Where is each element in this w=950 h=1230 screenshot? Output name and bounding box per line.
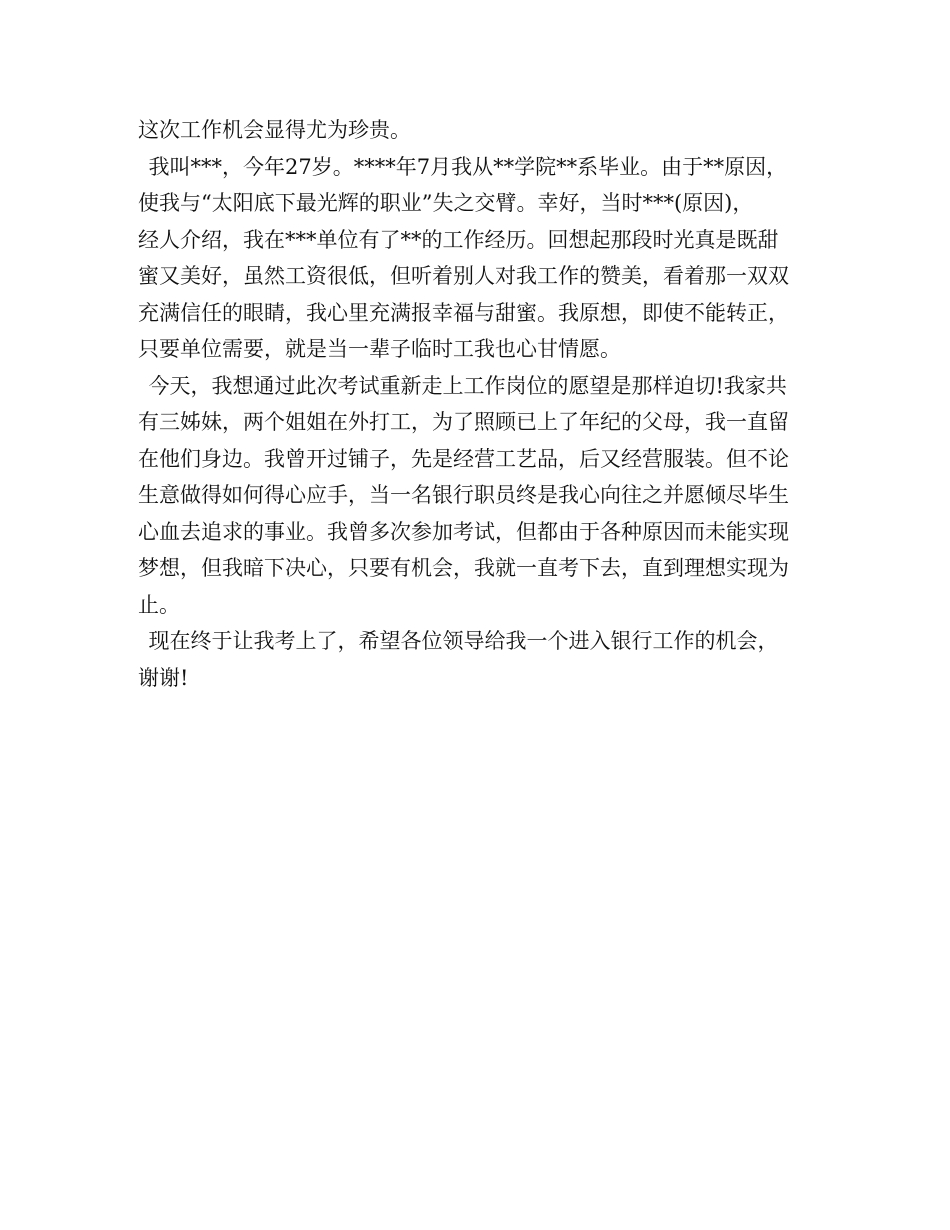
text-line: 经人介绍，我在***单位有了**的工作经历。回想起那段时光真是既甜 — [138, 227, 779, 252]
text-line: 有三姊妹，两个姐姐在外打工，为了照顾已上了年纪的父母，我一直留 — [138, 410, 789, 434]
text-line: 生意做得如何得心应手，当一名银行职员终是我心向往之并愿倾尽毕生 — [138, 483, 789, 507]
text-line: 这次工作机会显得尤为珍贵。 — [138, 118, 411, 142]
text-line: 梦想，但我暗下决心，只要有机会，我就一直考下去，直到理想实现为 — [138, 556, 789, 580]
text-line: 只要单位需要，就是当一辈子临时工我也心甘情愿。 — [138, 337, 621, 361]
text-line: 现在终于让我考上了，希望各位领导给我一个进入银行工作的机会， — [148, 629, 779, 653]
text-line: 在他们身边。我曾开过铺子，先是经营工艺品，后又经营服装。但不论 — [138, 446, 789, 471]
document-body — [138, 112, 828, 696]
text-line: 我叫***，今年27岁。****年7月我从**学院**系毕业。由于**原因， — [148, 154, 788, 179]
text-line: 止。 — [138, 592, 180, 617]
text-line: 充满信任的眼睛，我心里充满报幸福与甜蜜。我原想，即使不能转正， — [138, 300, 789, 325]
text-line: 使我与“太阳底下最光辉的职业”失之交臂。幸好，当时***(原因)， — [138, 191, 754, 215]
text-line: 今天，我想通过此次考试重新走上工作岗位的愿望是那样迫切!我家共 — [148, 373, 787, 398]
text-line: 心血去追求的事业。我曾多次参加考试，但都由于各种原因而未能实现 — [138, 519, 789, 544]
text-line: 谢谢! — [138, 665, 189, 690]
text-line: 蜜又美好，虽然工资很低，但听着别人对我工作的赞美，看着那一双双 — [138, 264, 789, 288]
